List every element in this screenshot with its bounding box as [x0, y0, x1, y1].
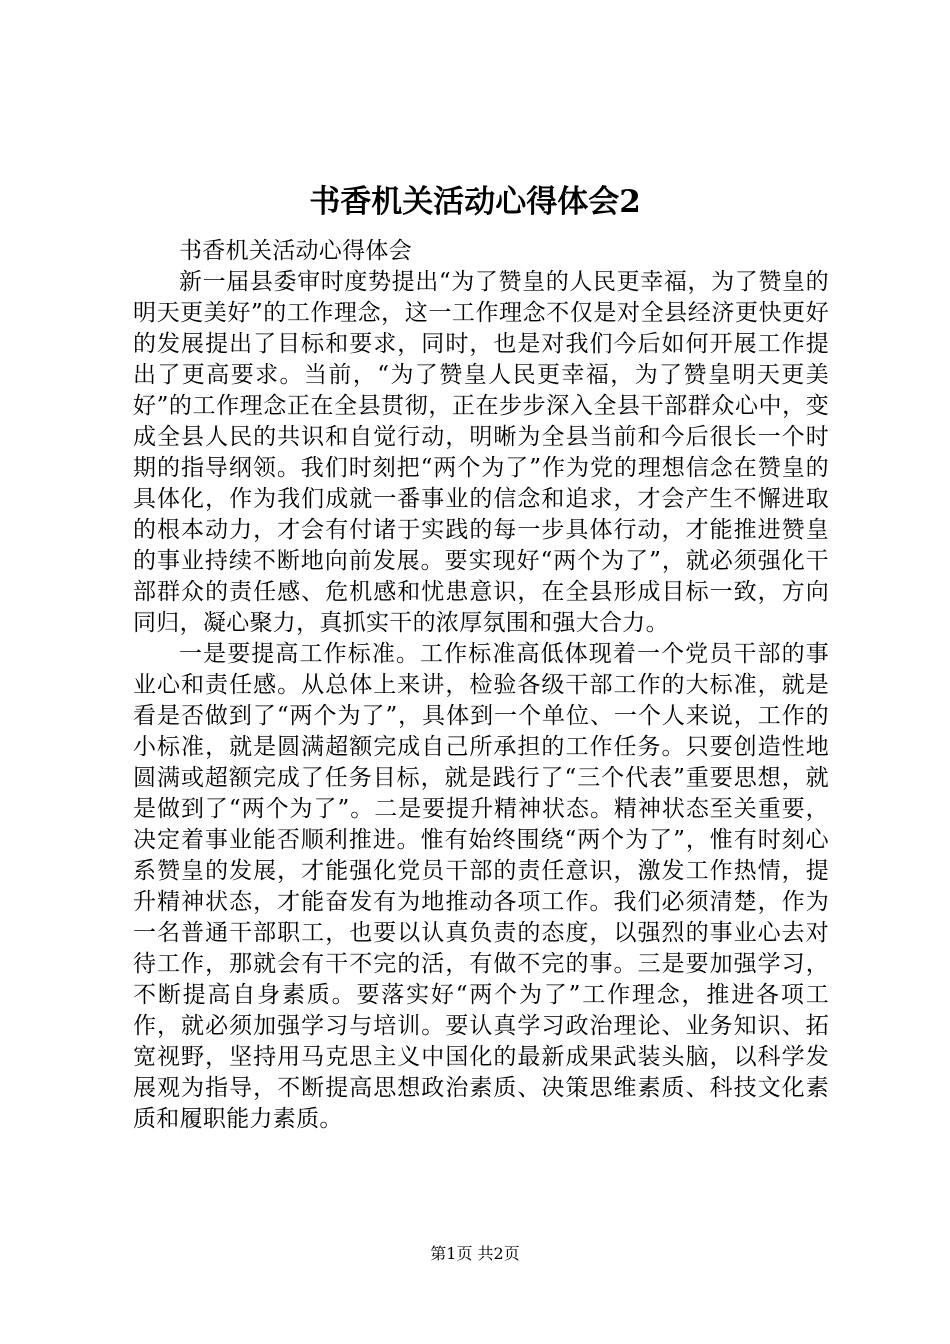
- document-body: [133, 236, 829, 1135]
- paragraph-intro: 新一届县委审时度势提出“为了赞皇的人民更幸福，为了赞皇的明天更美好”的工作理念，这一工作理念不仅是对全县经济更快更好的发展提出了目标和要求，同时，也是对我们今后如何开展工作提出了更高要求。当前，“为了赞皇人民更幸福，为了赞皇明天更美好”的工作理念正在全县贯彻，正在步步深入全县干部群众心中，变成全县人民的共识和自觉行动，明晰为全县当前和今后很长一个时期的指导纲领。我们时刻把“两个为了”作为党的理想信念在赞皇的具体化，作为我们成就一番事业的信念和追求，才会产生不懈进取的根本动力，才会有付诸于实践的每一步具体行动，才能推进赞皇的事业持续不断地向前发展。要实现好“两个为了”，就必须强化干部群众的责任感、危机感和忧患意识，在全县形成目标一致，方向同归，凝心聚力，真抓实干的浓厚氛围和强大合力。: [133, 269, 829, 636]
- paragraph-subtitle: 书香机关活动心得体会: [179, 238, 412, 264]
- page-footer: 第1页 共2页: [430, 1244, 520, 1263]
- document-title: 书香机关活动心得体会2: [309, 184, 641, 220]
- paragraph-points: 一是要提高工作标准。工作标准高低体现着一个党员干部的事业心和责任感。从总体上来讲，检验各级干部工作的大标准，就是看是否做到了“两个为了”，具体到一个单位、一个人来说，工作的小标准，就是圆满超额完成自己所承担的工作任务。只要创造性地圆满或超额完成了任务目标，就是践行了“三个代表”重要思想，就是做到了“两个为了”。二是要提升精神状态。精神状态至关重要，决定着事业能否顺利推进。惟有始终围绕“两个为了”，惟有时刻心系赞皇的发展，才能强化党员干部的责任意识，激发工作热情，提升精神状态，才能奋发有为地推动各项工作。我们必须清楚，作为一名普通干部职工，也要以认真负责的态度，以强烈的事业心去对待工作，那就会有干不完的活，有做不完的事。三是要加强学习，不断提高自身素质。要落实好“两个为了”工作理念，推进各项工作，就必须加强学习与培训。要认真学习政治理论、业务知识、拓宽视野，坚持用马克思主义中国化的最新成果武装头脑，以科学发展观为指导，不断提高思想政治素质、决策思维素质、科技文化素质和履职能力素质。: [133, 641, 829, 1132]
